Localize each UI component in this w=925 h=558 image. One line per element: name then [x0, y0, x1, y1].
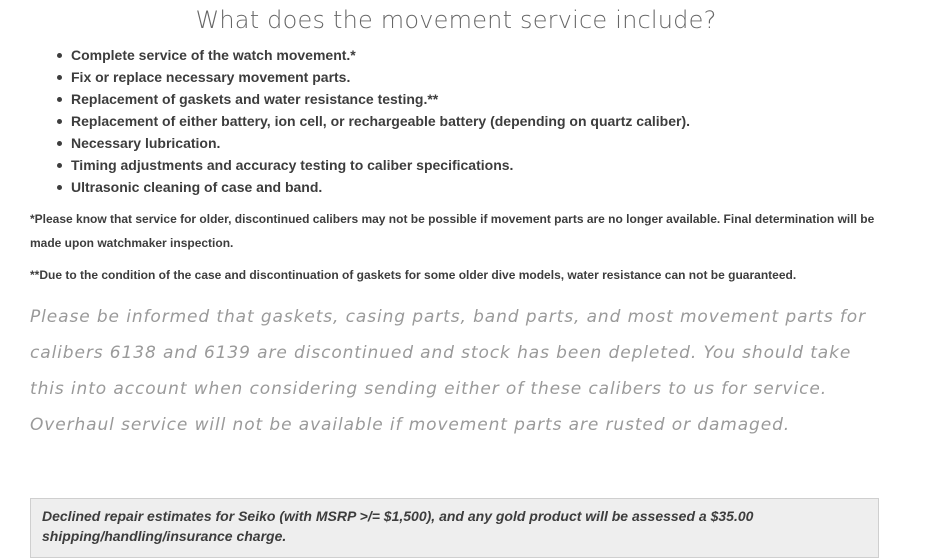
list-item: Timing adjustments and accuracy testing to caliber specifications.: [71, 154, 925, 176]
list-item: Necessary lubrication.: [71, 132, 925, 154]
footnote-discontinued-calibers: *Please know that service for older, discontinued calibers may not be possible if movement parts are no longer available. Final determination will be made upon watchmaker inspection.: [30, 212, 875, 250]
list-item: Replacement of gaskets and water resistance testing.**: [71, 88, 925, 110]
list-item: Ultrasonic cleaning of case and band.: [71, 176, 925, 198]
list-item: Complete service of the watch movement.*: [71, 44, 925, 66]
page-title: What does the movement service include?: [195, 6, 717, 34]
charge-notice-box: [30, 498, 879, 558]
footnote-water-resistance: **Due to the condition of the case and discontinuation of gaskets for some older dive models, water resistance can not be guaranteed.: [30, 268, 797, 282]
service-list: [30, 44, 925, 198]
list-item: Replacement of either battery, ion cell, or rechargeable battery (depending on quartz caliber).: [71, 110, 925, 132]
list-item: Fix or replace necessary movement parts.: [71, 66, 925, 88]
charge-notice-text: Declined repair estimates for Seiko (with MSRP >/= $1,500), and any gold product will be assessed a $35.00 shipping/handling/insurance charge.: [42, 508, 754, 544]
caliber-parts-notice: Please be informed that gaskets, casing parts, band parts, and most movement parts for calibers 6138 and 6139 are discontinued and stock has been depleted. You should take this into account when considering sending either of these calibers to us for service. Overhaul service will not be available if movement parts are rusted or damaged.: [30, 307, 866, 435]
